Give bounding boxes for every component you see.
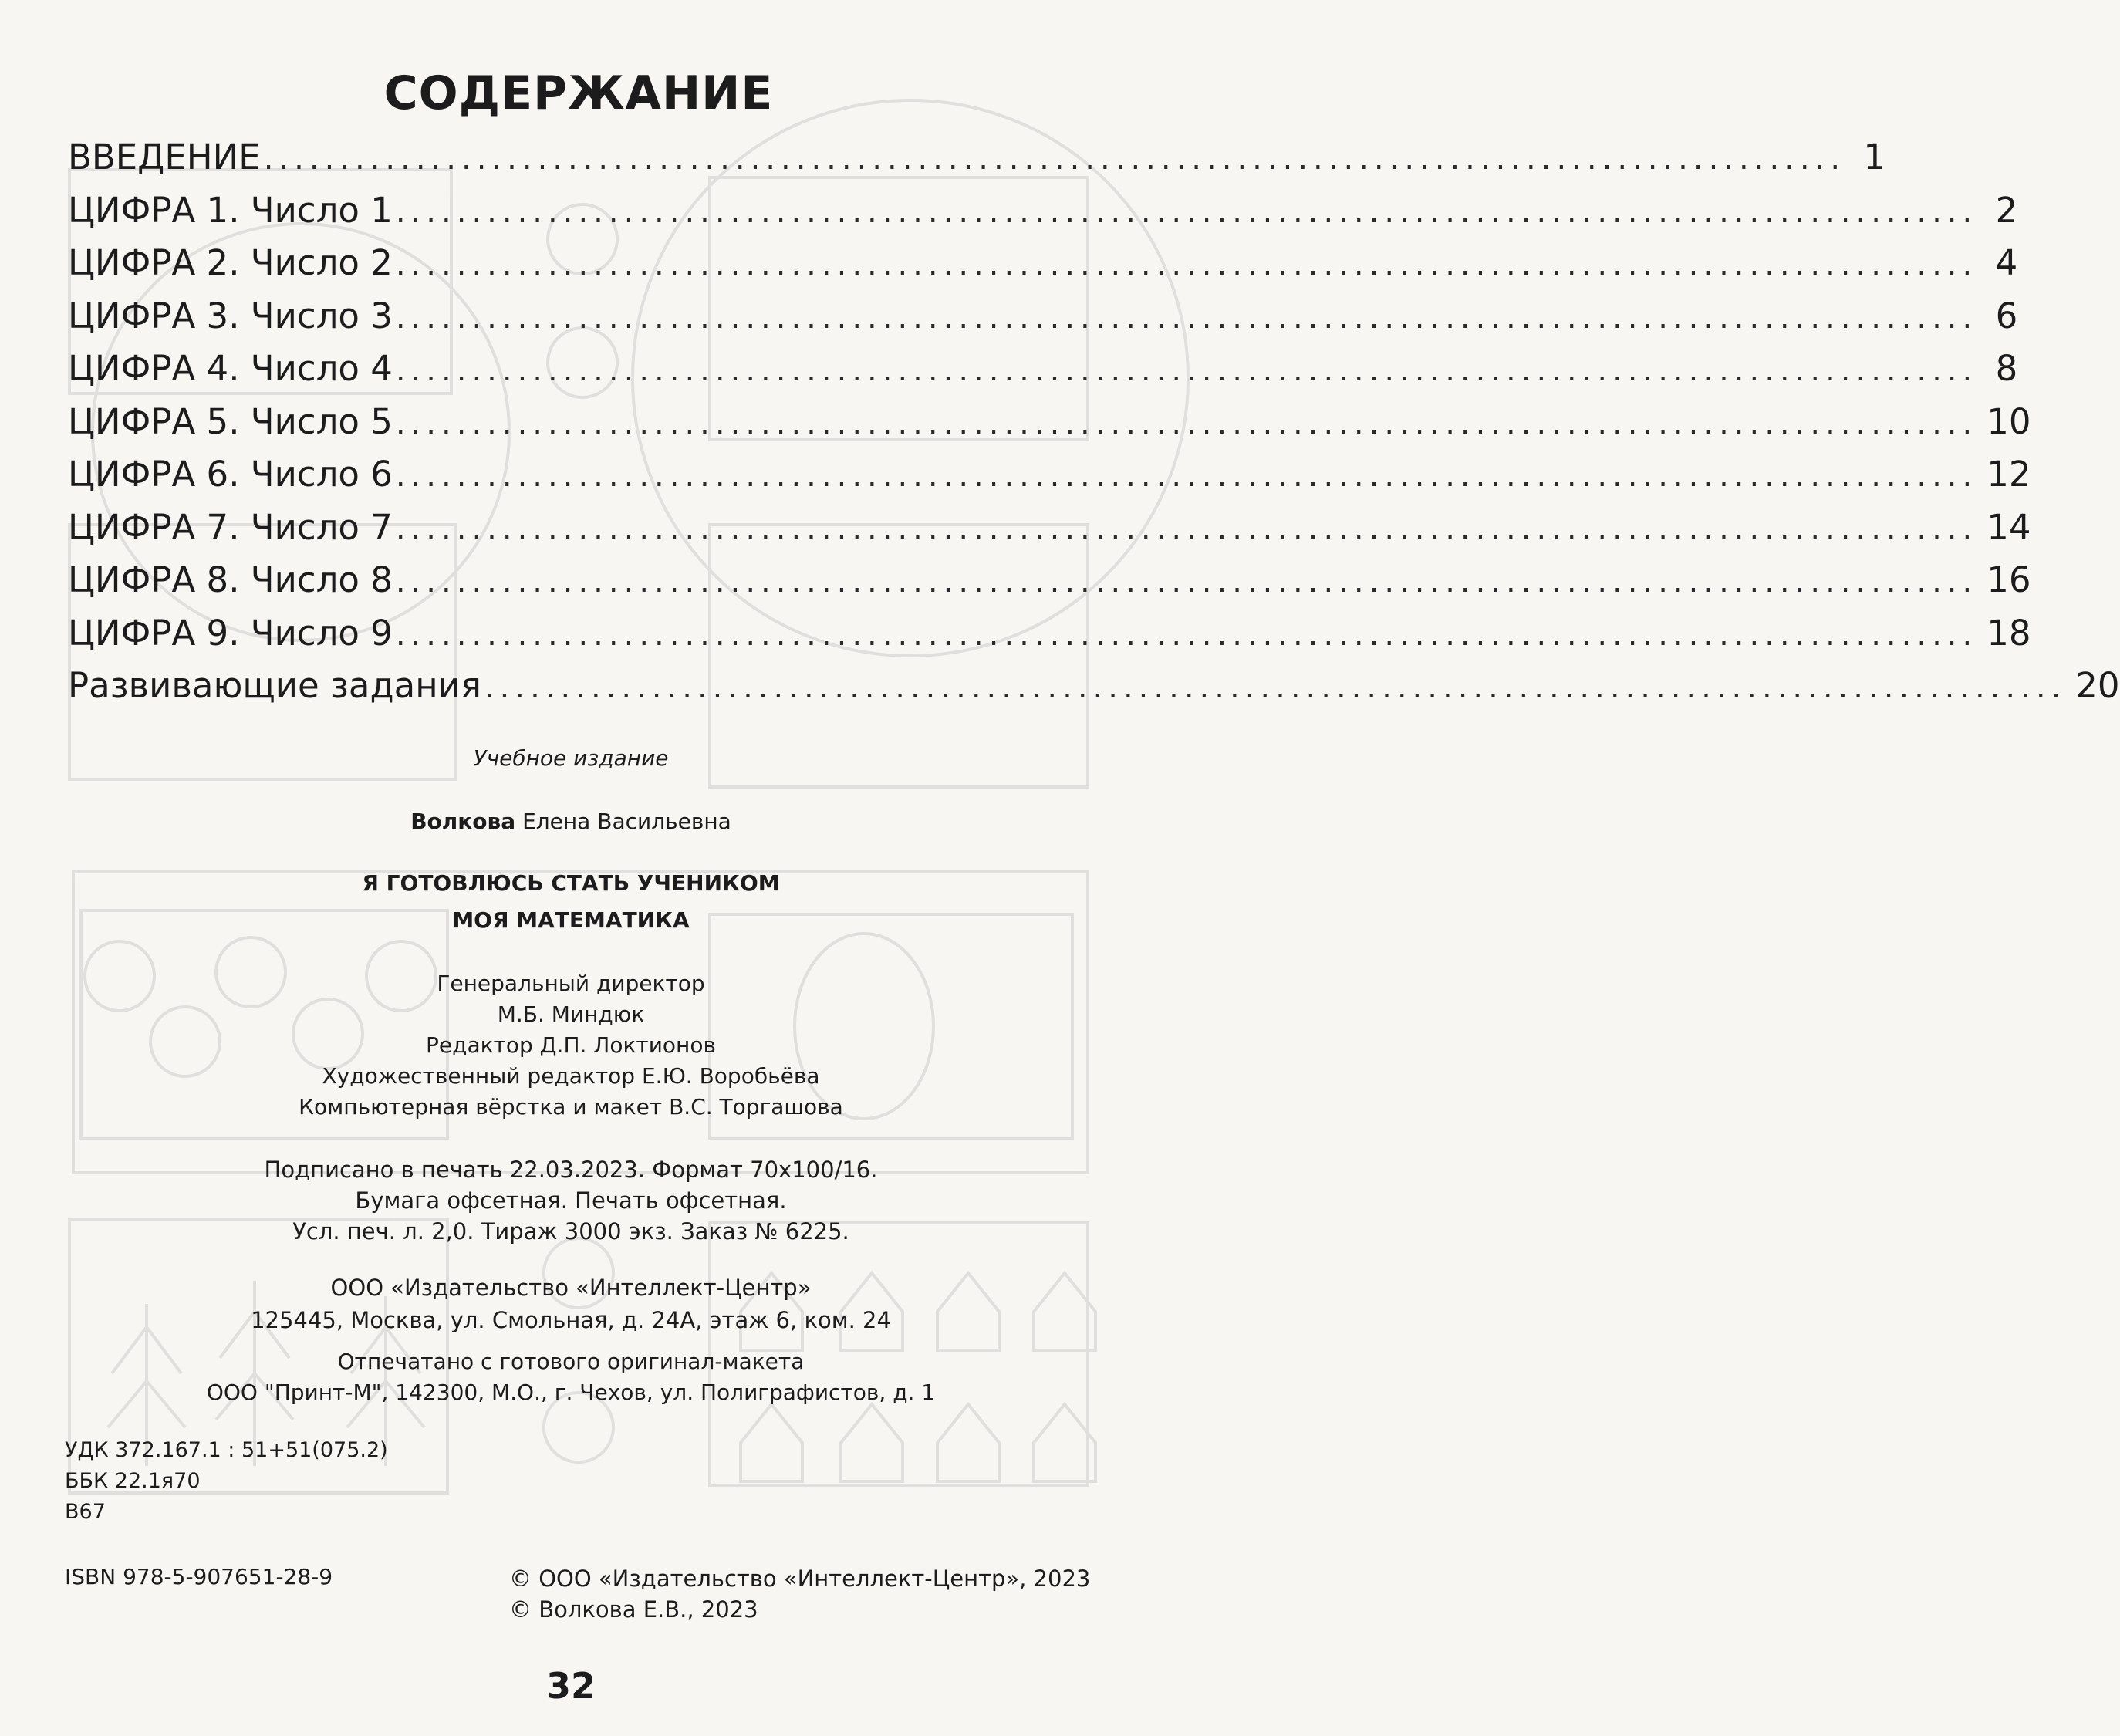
toc-leader-dots: ........................................................................................................ — [395, 247, 1978, 282]
toc-entry-label: Развивающие задания — [68, 665, 481, 706]
print-info-line: Усл. печ. л. 2,0. Тираж 3000 экз. Заказ № 6225. — [292, 1218, 849, 1245]
copyright-block — [509, 1563, 1090, 1625]
toc-entry-label: ЦИФРА 3. Число 3 — [68, 295, 393, 336]
staff-line: М.Б. Миндюк — [497, 1001, 645, 1027]
print-info-line: Подписано в печать 22.03.2023. Формат 70х100/16. — [264, 1157, 878, 1183]
bbk-code: ББК 22.1я70 — [65, 1469, 201, 1493]
publisher-address: 125445, Москва, ул. Смольная, д. 24А, этаж 6, ком. 24 — [251, 1307, 891, 1333]
printer-line: ООО "Принт-М", 142300, М.О., г. Чехов, ул. Полиграфистов, д. 1 — [206, 1380, 936, 1405]
publisher-info — [0, 1272, 1142, 1336]
toc-entry-page: 18 — [1987, 612, 2031, 654]
toc-entry — [68, 290, 2018, 343]
toc-entry-page: 12 — [1987, 454, 2031, 495]
copyright-line: © Волкова Е.В., 2023 — [509, 1596, 758, 1623]
toc-entry — [68, 607, 2031, 660]
series-title: Я ГОТОВЛЮСЬ СТАТЬ УЧЕНИКОМ — [362, 870, 780, 896]
author-surname: Волкова — [410, 809, 516, 834]
staff-line: Художественный редактор Е.Ю. Воробьёва — [322, 1063, 820, 1089]
toc-entry — [68, 237, 2018, 290]
toc-leader-dots: ........................................................................................................ — [395, 353, 1978, 388]
toc-entry — [68, 131, 1886, 184]
staff-line: Генеральный директор — [437, 971, 705, 996]
toc-entry-page: 6 — [1995, 295, 2018, 336]
printer-line: Отпечатано с готового оригинал-макета — [337, 1349, 805, 1374]
toc-leader-dots: ........................................................................................................ — [395, 405, 1978, 441]
print-info — [0, 1154, 1142, 1247]
table-of-contents — [68, 131, 2120, 713]
toc-leader-dots: ........................................................................................................ — [395, 458, 1978, 494]
toc-entry-label: ВВЕДЕНИЕ — [68, 137, 261, 177]
toc-leader-dots: ........................................................................................................ — [395, 299, 1978, 336]
toc-entry-page: 1 — [1863, 137, 1886, 177]
toc-entry-page: 4 — [1995, 242, 2018, 283]
toc-leader-dots: ........................................................................................................ — [263, 141, 1846, 177]
isbn: ISBN 978-5-907651-28-9 — [65, 1564, 333, 1589]
toc-entry-label: ЦИФРА 2. Число 2 — [68, 242, 393, 283]
toc-entry — [68, 448, 2031, 502]
copyright-line: © ООО «Издательство «Интеллект-Центр», 2023 — [509, 1565, 1091, 1592]
toc-leader-dots: ........................................................................................................ — [395, 511, 1978, 547]
toc-entry-label: ЦИФРА 6. Число 6 — [68, 454, 393, 495]
staff-line: Компьютерная вёрстка и макет В.С. Торгашова — [299, 1094, 843, 1120]
toc-entry-page: 16 — [1987, 559, 2031, 600]
print-info-line: Бумага офсетная. Печать офсетная. — [355, 1187, 787, 1214]
toc-entry — [68, 396, 2031, 449]
printer-info — [0, 1346, 1142, 1408]
toc-entry — [68, 502, 2031, 555]
toc-entry-page: 14 — [1987, 506, 2031, 548]
classification-codes — [65, 1435, 388, 1528]
book-title: МОЯ МАТЕМАТИКА — [452, 907, 690, 933]
udk-code: УДК 372.167.1 : 51+51(075.2) — [65, 1438, 388, 1462]
toc-leader-dots: ........................................................................................................ — [395, 194, 1978, 230]
publisher-name: ООО «Издательство «Интеллект-Центр» — [330, 1275, 812, 1301]
toc-entry — [68, 660, 2120, 713]
toc-entry-label: ЦИФРА 1. Число 1 — [68, 189, 393, 231]
toc-leader-dots: ........................................................................................................ — [484, 670, 2067, 705]
toc-entry-label: ЦИФРА 4. Число 4 — [68, 348, 393, 389]
staff-line: Редактор Д.П. Локтионов — [426, 1032, 716, 1058]
toc-entry-label: ЦИФРА 5. Число 5 — [68, 400, 393, 442]
toc-entry-label: ЦИФРА 7. Число 7 — [68, 506, 393, 548]
toc-entry-page: 20 — [2075, 665, 2120, 706]
toc-title: СОДЕРЖАНИЕ — [383, 66, 774, 120]
page-number: 32 — [545, 1665, 596, 1707]
author-line — [0, 809, 1142, 834]
author-name: Елена Васильевна — [522, 809, 731, 834]
author-mark: В67 — [65, 1500, 106, 1524]
toc-leader-dots: ........................................................................................................ — [395, 564, 1978, 599]
toc-entry — [68, 184, 2018, 238]
toc-entry-label: ЦИФРА 8. Число 8 — [68, 559, 393, 600]
toc-leader-dots: ........................................................................................................ — [395, 616, 1978, 653]
staff-credits — [0, 968, 1142, 1123]
toc-entry-label: ЦИФРА 9. Число 9 — [68, 612, 393, 654]
toc-entry-page: 8 — [1995, 348, 2018, 389]
edition-type: Учебное издание — [473, 745, 669, 771]
toc-entry — [68, 343, 2018, 396]
toc-entry-page: 2 — [1995, 189, 2018, 231]
toc-entry — [68, 554, 2031, 607]
toc-entry-page: 10 — [1987, 400, 2031, 442]
